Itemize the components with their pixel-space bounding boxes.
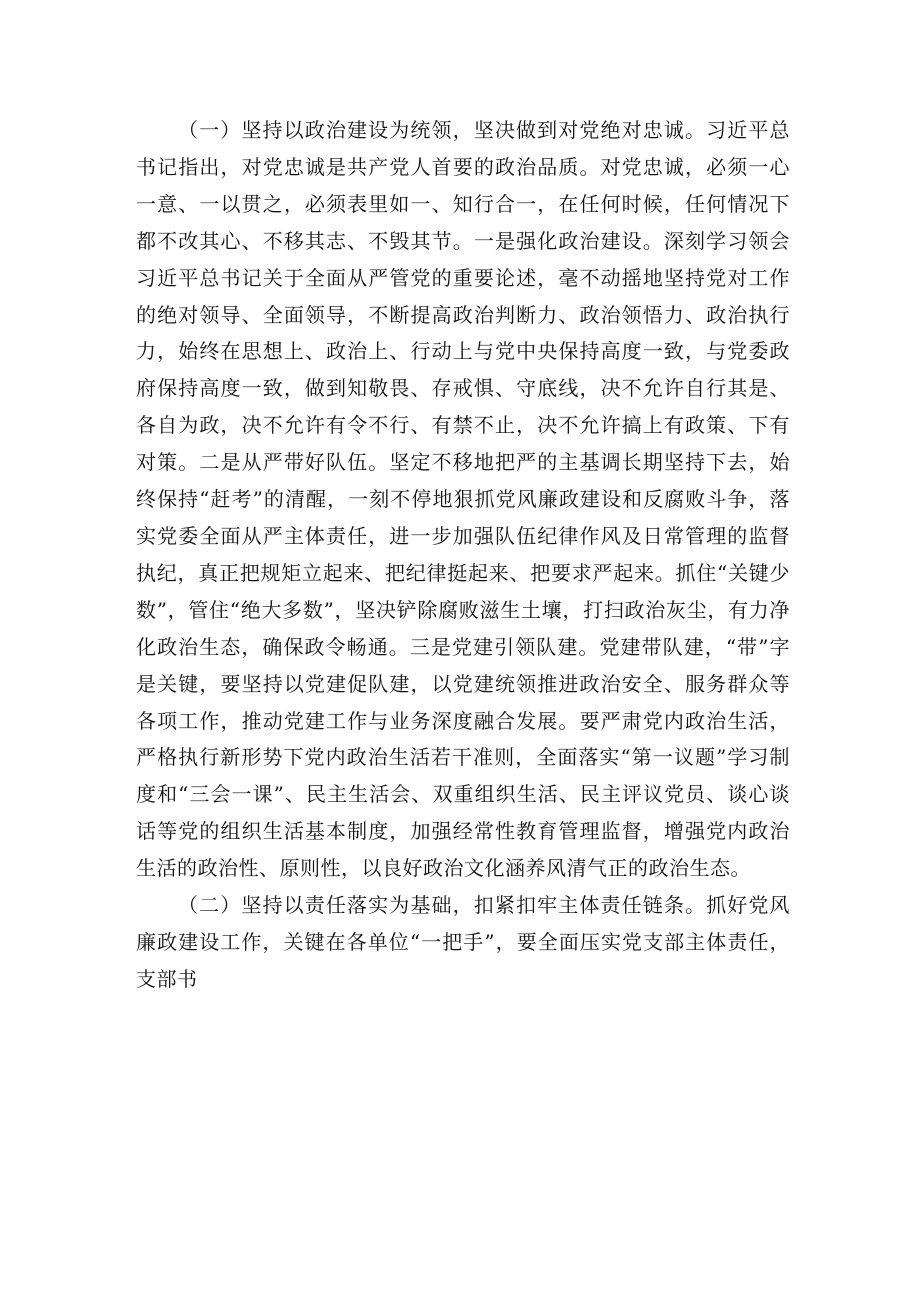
paragraph-1: （一）坚持以政治建设为统领，坚决做到对党绝对忠诚。习近平总书记指出，对党忠诚是共产党人首要的政治品质。对党忠诚，必须一心一意、一以贯之，必须表里如一、知行合一，在任何时候，任何情况下都不改其心、不移其志、不毁其节。一是强化政治建设。深刻学习领会习近平总书记关于全面从严管党的重要论述，毫不动摇地坚持党对工作的绝对领导、全面领导，不断提高政治判断力、政治领悟力、政治执行力，始终在思想上、政治上、行动上与党中央保持高度一致，与党委政府保持高度一致，做到知敬畏、存戒惧、守底线，决不允许自行其是、各自为政，决不允许有令不行、有禁不止，决不允许搞上有政策、下有对策。二是从严带好队伍。坚定不移地把严的主基调长期坚持下去，始终保持“赶考”的清醒，一刻不停地狠抓党风廉政建设和反腐败斗争，落实党委全面从严主体责任，进一步加强队伍纪律作风及日常管理的监督执纪，真正把规矩立起来、把纪律挺起来、把要求严起来。抓住“关键少数”，管住“绝大多数”，坚决铲除腐败滋生土壤，打扫政治灰尘，有力净化政治生态，确保政令畅通。三是党建引领队建。党建带队建，“带”字是关键，要坚持以党建促队建，以党建统领推进政治安全、服务群众等各项工作，推动党建工作与业务深度融合发展。要严肃党内政治生活，严格执行新形势下党内政治生活若干准则，全面落实“第一议题”学习制度和“三会一课”、民主生活会、双重组织生活、民主评议党员、谈心谈话等党的组织生活基本制度，加强经常性教育管理监督，增强党内政治生活的政治性、原则性，以良好政治文化涵养风清气正的政治生态。 [136,118,790,881]
paragraph-2: （二）坚持以责任落实为基础，扣紧扣牢主体责任链条。抓好党风廉政建设工作，关键在各单位“一把手”，要全面压实党支部主体责任，支部书 [136,893,790,991]
document-body [136,112,790,998]
